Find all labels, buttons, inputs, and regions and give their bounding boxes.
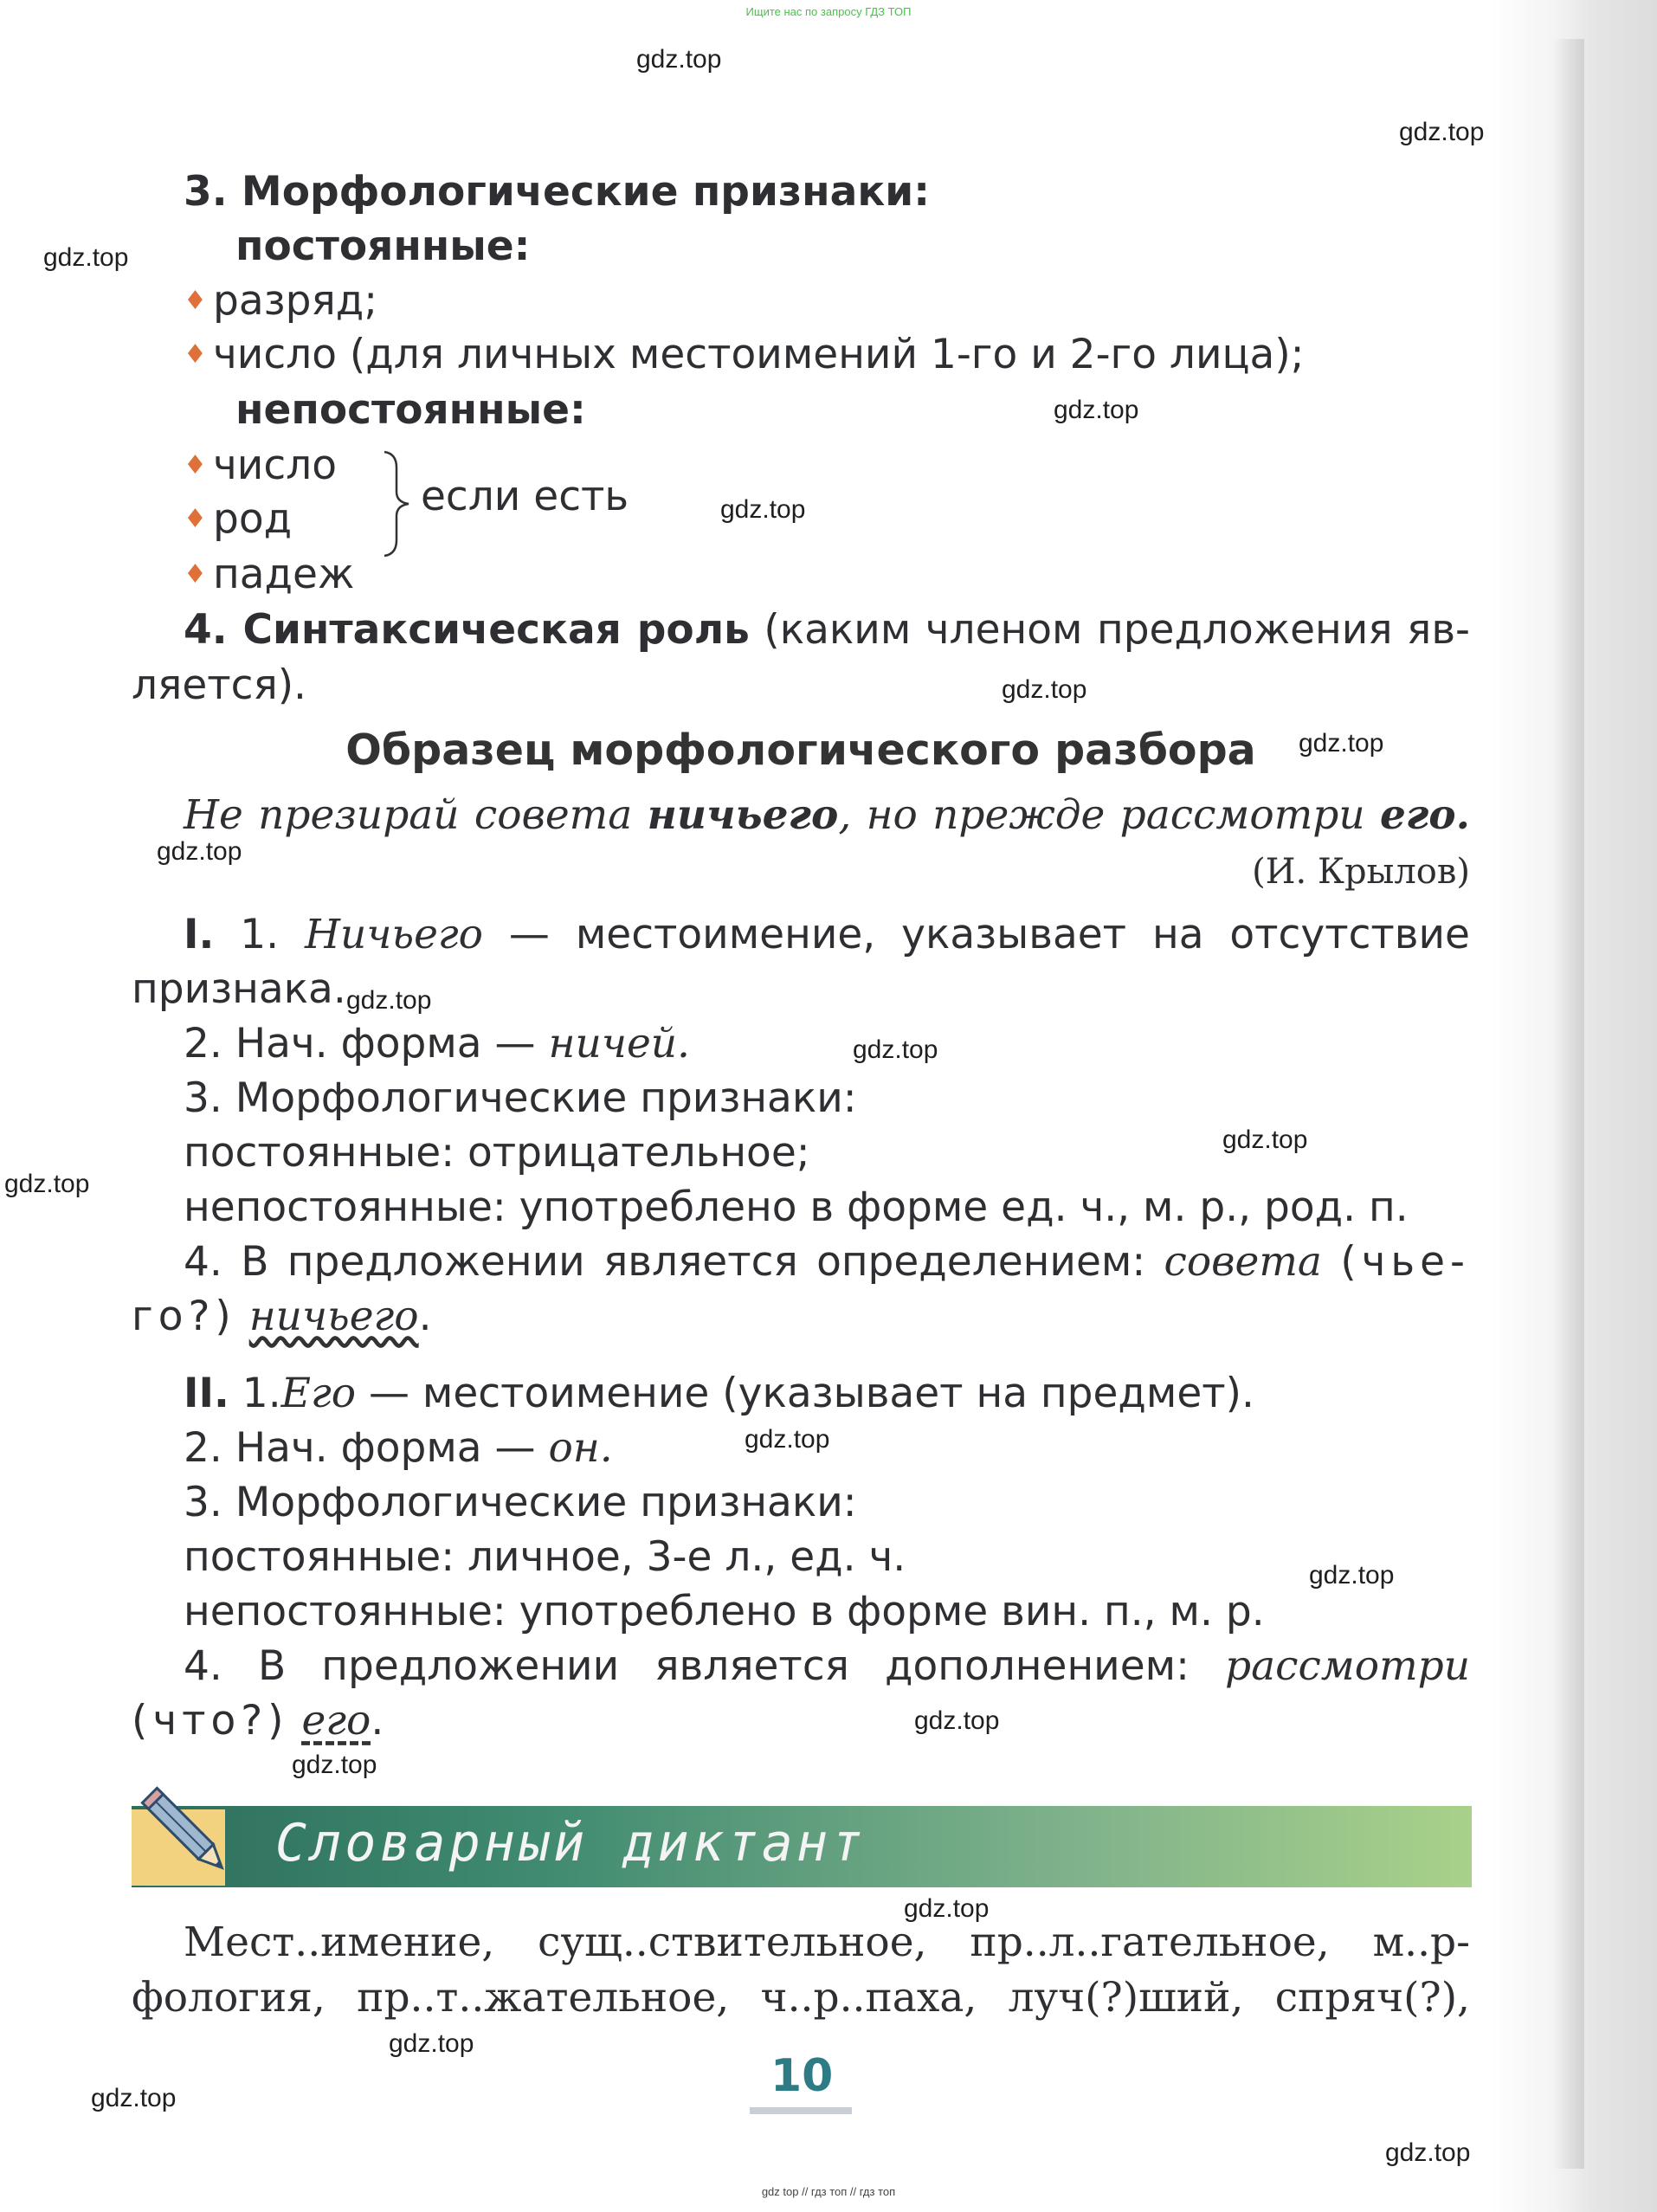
watermark: gdz.top bbox=[43, 243, 129, 272]
part2-line5: непостоянные: употреблено в форме вин. п., м. р. bbox=[184, 1588, 1265, 1635]
watermark: gdz.top bbox=[1222, 1125, 1308, 1154]
section4-line: ляется). bbox=[132, 661, 306, 709]
part2-line7: (что?) его. bbox=[132, 1697, 384, 1744]
part1-line1b: признака. bbox=[132, 965, 346, 1013]
part2-line3: 3. Морфологические признаки: bbox=[184, 1479, 857, 1526]
banner-title: Словарный диктант bbox=[275, 1813, 867, 1873]
watermark: gdz.top bbox=[157, 837, 242, 866]
watermark: gdz.top bbox=[1002, 675, 1087, 704]
section4-line: 4. Синтаксическая роль (каким членом предложения яв- bbox=[184, 606, 1470, 654]
diamond-bullet-icon: ♦ bbox=[184, 286, 207, 316]
if-present-label: если есть bbox=[421, 473, 629, 520]
watermark: gdz.top bbox=[1309, 1561, 1395, 1590]
dictation-line2: фология, пр..т..жательное, ч..р..паха, луч(?)ший, спряч(?), bbox=[132, 1974, 1470, 2022]
curly-brace-icon bbox=[381, 450, 416, 558]
dictation-line1: Мест..имение, сущ..ствительное, пр..л..гательное, м..р- bbox=[184, 1919, 1470, 1966]
diamond-bullet-icon: ♦ bbox=[184, 504, 207, 534]
list-item: ♦ число bbox=[184, 442, 337, 489]
watermark: gdz.top bbox=[904, 1894, 990, 1923]
nonconstant-label: непостоянные: bbox=[235, 386, 586, 434]
list-item: ♦ число (для личных местоимений 1-го и 2-го лица); bbox=[184, 331, 1305, 378]
part1-line1: I. 1. Ничьего — местоимение, указывает на отсутствие bbox=[184, 911, 1470, 958]
part1-line6: 4. В предложении является определением: совета (чье- bbox=[184, 1238, 1470, 1286]
watermark: gdz.top bbox=[292, 1751, 377, 1779]
list-item: ♦ падеж bbox=[184, 551, 355, 598]
watermark: gdz.top bbox=[914, 1706, 1000, 1735]
diamond-bullet-icon: ♦ bbox=[184, 450, 207, 480]
list-item: ♦ род bbox=[184, 495, 293, 543]
watermark: gdz.top bbox=[636, 45, 722, 74]
part1-line7: го?) ничьего. bbox=[132, 1293, 432, 1340]
part1-line3: 3. Морфологические признаки: bbox=[184, 1074, 857, 1122]
watermark: gdz.top bbox=[1385, 2138, 1471, 2167]
list-item: ♦ разряд; bbox=[184, 277, 378, 325]
watermark: gdz.top bbox=[346, 986, 432, 1015]
watermark: gdz.top bbox=[853, 1035, 938, 1064]
constant-label: постоянные: bbox=[235, 222, 531, 270]
watermark: gdz.top bbox=[4, 1170, 90, 1198]
page-number-bar bbox=[750, 2107, 852, 2114]
watermark: gdz.top bbox=[91, 2084, 177, 2112]
part1-line2: 2. Нач. форма — ничей. bbox=[184, 1020, 690, 1067]
part2-line6: 4. В предложении является дополнением: рассмотри bbox=[184, 1642, 1470, 1690]
part1-line4: постоянные: отрицательное; bbox=[184, 1129, 810, 1177]
pencil-icon bbox=[135, 1777, 239, 1889]
part1-line5: непостоянные: употреблено в форме ед. ч., м. р., род. п. bbox=[184, 1183, 1409, 1231]
diamond-bullet-icon: ♦ bbox=[184, 339, 207, 370]
watermark: gdz.top bbox=[745, 1425, 830, 1454]
bottom-links[interactable]: gdz top // гдз топ // гдз топ bbox=[761, 2185, 896, 2198]
section3-heading: 3. Морфологические признаки: bbox=[184, 168, 930, 216]
watermark: gdz.top bbox=[1399, 118, 1485, 146]
top-search-hint[interactable]: Ищите нас по запросу ГДЗ ТОП bbox=[745, 5, 912, 18]
part2-line1: II. 1.Его — местоимение (указывает на предмет). bbox=[184, 1370, 1254, 1417]
watermark: gdz.top bbox=[1299, 729, 1384, 758]
diamond-bullet-icon: ♦ bbox=[184, 559, 207, 590]
part2-line4: постоянные: личное, 3-е л., ед. ч. bbox=[184, 1533, 906, 1581]
page-number: 10 bbox=[770, 2050, 834, 2102]
sample-title: Образец морфологического разбора bbox=[345, 726, 1256, 775]
watermark: gdz.top bbox=[720, 495, 806, 524]
sample-quote: Не презирай совета ничьего, но прежде рассмотри его. bbox=[184, 791, 1470, 839]
quote-author: (И. Крылов) bbox=[1252, 852, 1470, 892]
page-edge-shadow bbox=[1553, 39, 1584, 2169]
watermark: gdz.top bbox=[1054, 396, 1139, 424]
part2-line2: 2. Нач. форма — он. bbox=[184, 1424, 613, 1472]
watermark: gdz.top bbox=[389, 2029, 474, 2058]
